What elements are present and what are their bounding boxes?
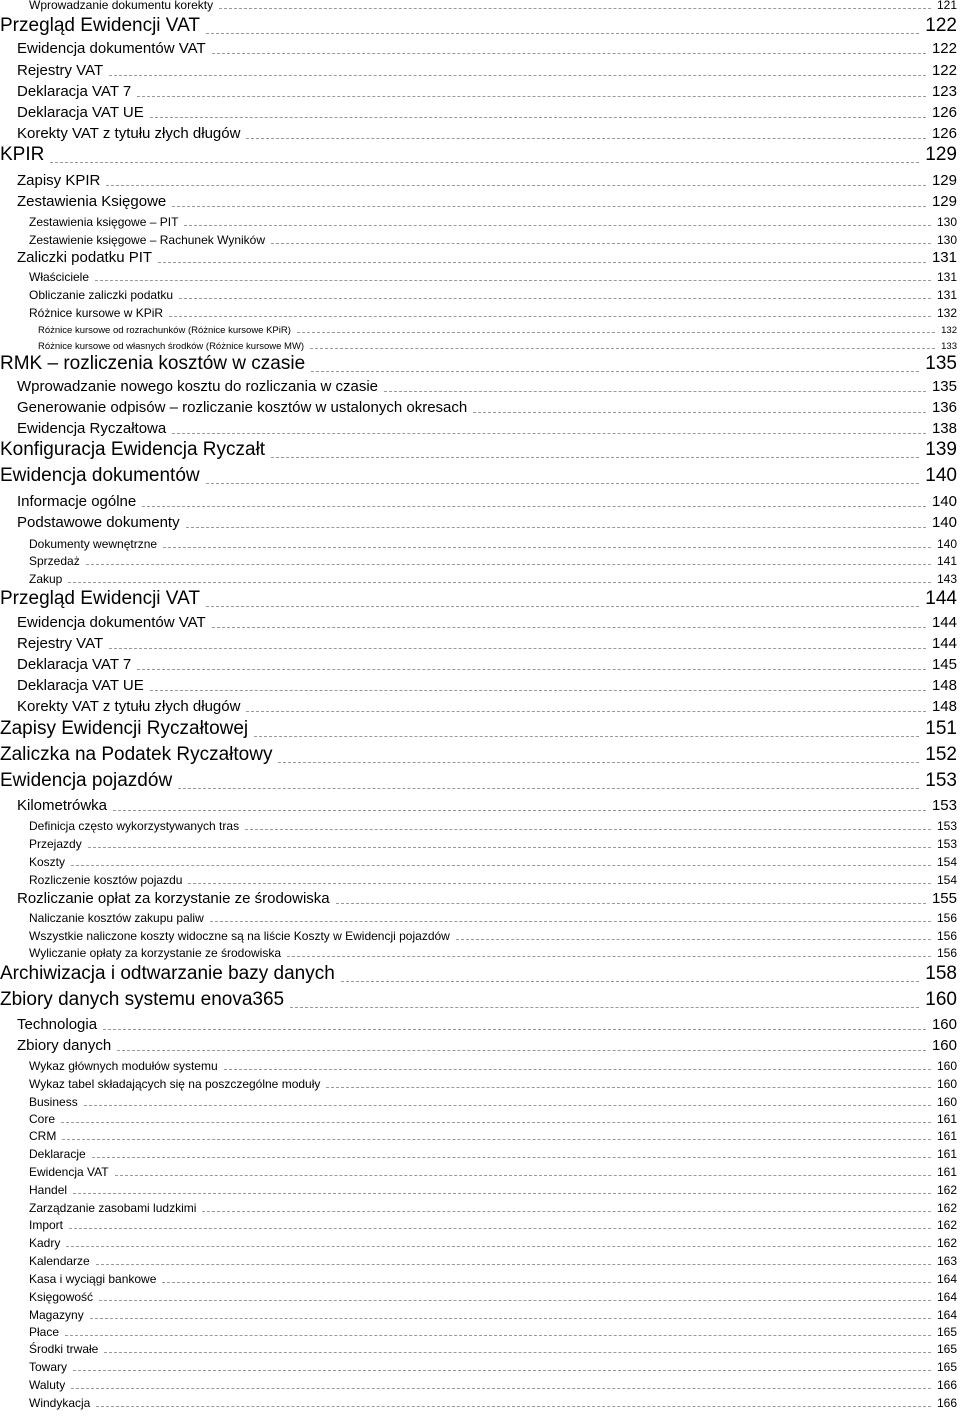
- toc-entry[interactable]: [0, 14, 957, 38]
- toc-entry-title: Różnice kursowe od własnych środków (Różnice kursowe MW): [38, 341, 305, 352]
- toc-entry-page-number: 145: [931, 656, 957, 673]
- toc-entry-page-number: 160: [925, 989, 957, 1010]
- toc-entry[interactable]: [0, 571, 957, 587]
- toc-entry-title: Ewidencja VAT: [29, 1165, 109, 1179]
- toc-entry-page-number: 164: [936, 1308, 957, 1322]
- toc-entry[interactable]: [0, 854, 957, 870]
- toc-entry-title: Korekty VAT z tytułu złych długów: [17, 698, 241, 715]
- toc-entry-title: Rozliczenie kosztów pojazdu: [29, 873, 183, 887]
- toc-entry-page-number: 154: [936, 855, 957, 869]
- toc-entry-page-number: 140: [925, 465, 957, 486]
- toc-entry-page-number: 164: [936, 1272, 957, 1286]
- dotted-leader: [150, 116, 926, 118]
- toc-entry[interactable]: [0, 1164, 957, 1180]
- dotted-leader: [95, 279, 931, 281]
- toc-entry-title: Właściciele: [29, 270, 90, 284]
- toc-entry[interactable]: [0, 192, 957, 211]
- dotted-leader: [246, 137, 926, 139]
- toc-entry[interactable]: [0, 419, 957, 438]
- toc-entry-page-number: 156: [936, 946, 957, 960]
- dotted-leader: [336, 902, 926, 904]
- toc-entry[interactable]: [0, 655, 957, 674]
- dotted-leader: [384, 390, 926, 392]
- toc-entry-page-number: 158: [925, 963, 957, 984]
- toc-entry-title: Ewidencja dokumentów VAT: [17, 40, 206, 57]
- toc-entry[interactable]: [0, 1182, 957, 1198]
- toc-entry-page-number: 164: [936, 1290, 957, 1304]
- dotted-leader: [210, 920, 931, 922]
- toc-entry-title: Zapisy Ewidencji Ryczałtowej: [0, 718, 249, 739]
- toc-entry-title: Zbiory danych systemu enova365: [0, 989, 285, 1010]
- toc-entry[interactable]: [0, 82, 957, 101]
- dotted-leader: [310, 347, 935, 349]
- toc-entry-title: CRM: [29, 1129, 57, 1143]
- toc-entry[interactable]: [0, 1235, 957, 1251]
- toc-entry-page-number: 166: [936, 1396, 957, 1410]
- toc-entry[interactable]: [0, 910, 957, 926]
- toc-entry-page-number: 148: [931, 677, 957, 694]
- dotted-leader: [103, 1028, 926, 1030]
- dotted-leader: [178, 787, 919, 789]
- dotted-leader: [88, 846, 931, 848]
- toc-entry[interactable]: [0, 587, 957, 611]
- toc-entry-title: Deklaracja VAT 7: [17, 656, 132, 673]
- toc-entry-page-number: 148: [931, 698, 957, 715]
- dotted-leader: [224, 1068, 931, 1070]
- toc-entry-title: Konfiguracja Ewidencja Ryczałt: [0, 439, 266, 460]
- dotted-leader: [456, 938, 931, 940]
- dotted-leader: [66, 1245, 931, 1247]
- toc-entry-page-number: 140: [931, 493, 957, 510]
- toc-entry[interactable]: [0, 248, 957, 267]
- toc-entry-page-number: 132: [936, 306, 957, 320]
- toc-entry[interactable]: [0, 836, 957, 852]
- dotted-leader: [106, 184, 926, 186]
- toc-entry-title: Wszystkie naliczone koszty widoczne są na liście Koszty w Ewidencji pojazdów: [29, 929, 450, 943]
- toc-entry-title: Podstawowe dokumenty: [17, 514, 180, 531]
- dotted-leader: [271, 242, 931, 244]
- toc-entry[interactable]: [0, 1307, 957, 1323]
- toc-entry-title: Przegląd Ewidencji VAT: [0, 588, 200, 609]
- dotted-leader: [96, 1263, 931, 1265]
- toc-entry-page-number: 166: [936, 1378, 957, 1392]
- toc-entry-page-number: 131: [936, 270, 957, 284]
- dotted-leader: [271, 456, 919, 458]
- dotted-leader: [115, 1174, 931, 1176]
- toc-entry-title: Wyliczanie opłaty za korzystanie ze środowiska: [29, 946, 281, 960]
- toc-entry-title: Zaliczka na Podatek Ryczałtowy: [0, 744, 273, 765]
- toc-entry-page-number: 136: [931, 399, 957, 416]
- toc-entry[interactable]: [0, 1076, 957, 1092]
- toc-entry-title: Definicja często wykorzystywanych tras: [29, 819, 240, 833]
- toc-entry-title: Kadry: [29, 1236, 61, 1250]
- toc-entry-page-number: 140: [931, 514, 957, 531]
- toc-entry-page-number: 160: [936, 1095, 957, 1109]
- toc-entry-page-number: 133: [941, 341, 957, 352]
- dotted-leader: [68, 581, 931, 583]
- toc-entry[interactable]: [0, 1036, 957, 1055]
- toc-entry-page-number: 144: [925, 588, 957, 609]
- toc-entry-title: Różnice kursowe od rozrachunków (Różnice kursowe KPiR): [38, 325, 291, 336]
- toc-entry[interactable]: [0, 438, 957, 462]
- toc-entry[interactable]: [0, 1359, 957, 1375]
- toc-entry[interactable]: [0, 536, 957, 552]
- toc-entry[interactable]: [0, 398, 957, 417]
- toc-entry[interactable]: [0, 818, 957, 834]
- dotted-leader: [326, 1086, 931, 1088]
- toc-entry-page-number: 161: [936, 1129, 957, 1143]
- toc-entry-title: Kilometrówka: [17, 797, 108, 814]
- toc-entry-title: Rejestry VAT: [17, 635, 104, 652]
- toc-entry-page-number: 132: [941, 325, 957, 336]
- toc-entry-page-number: 153: [931, 797, 957, 814]
- dotted-leader: [311, 370, 919, 372]
- toc-entry-page-number: 121: [936, 0, 957, 12]
- toc-entry[interactable]: [0, 1217, 957, 1233]
- dotted-leader: [142, 505, 926, 507]
- toc-entry[interactable]: [0, 124, 957, 143]
- toc-entry[interactable]: [0, 214, 957, 230]
- toc-entry-page-number: 141: [936, 554, 957, 568]
- toc-entry[interactable]: [0, 988, 957, 1012]
- toc-entry-page-number: 122: [925, 15, 957, 36]
- toc-entry-title: Core: [29, 1112, 56, 1126]
- toc-entry-page-number: 129: [925, 144, 957, 165]
- dotted-leader: [69, 1227, 931, 1229]
- dotted-leader: [172, 432, 926, 434]
- toc-entry[interactable]: [0, 553, 957, 569]
- toc-entry[interactable]: [0, 717, 957, 741]
- toc-entry-page-number: 144: [931, 635, 957, 652]
- toc-entry-page-number: 162: [936, 1236, 957, 1250]
- toc-entry-page-number: 165: [936, 1342, 957, 1356]
- toc-entry-page-number: 162: [936, 1218, 957, 1232]
- dotted-leader: [109, 74, 926, 76]
- toc-entry-page-number: 153: [936, 819, 957, 833]
- toc-entry-page-number: 135: [925, 353, 957, 374]
- toc-entry-title: Zaliczki podatku PIT: [17, 249, 153, 266]
- toc-entry-page-number: 130: [936, 233, 957, 247]
- toc-entry[interactable]: [0, 676, 957, 695]
- toc-entry-page-number: 140: [936, 537, 957, 551]
- dotted-leader: [61, 1121, 931, 1123]
- toc-entry[interactable]: [0, 377, 957, 396]
- toc-entry-page-number: 161: [936, 1165, 957, 1179]
- dotted-leader: [278, 761, 919, 763]
- dotted-leader: [206, 482, 920, 484]
- toc-entry[interactable]: [0, 613, 957, 632]
- toc-entry-page-number: 144: [931, 614, 957, 631]
- toc-entry-page-number: 151: [925, 718, 957, 739]
- toc-entry-page-number: 138: [931, 420, 957, 437]
- toc-entry[interactable]: [0, 889, 957, 908]
- toc-entry-page-number: 122: [931, 40, 957, 57]
- toc-entry-title: Archiwizacja i odtwarzanie bazy danych: [0, 963, 335, 984]
- toc-entry-title: Kasa i wyciągi bankowe: [29, 1272, 157, 1286]
- toc-entry-title: Naliczanie kosztów zakupu paliw: [29, 911, 204, 925]
- toc-entry-title: Ewidencja dokumentów: [0, 465, 200, 486]
- toc-entry-page-number: 165: [936, 1325, 957, 1339]
- toc-entry[interactable]: [0, 232, 957, 248]
- toc-entry-page-number: 153: [936, 837, 957, 851]
- toc-entry[interactable]: [0, 513, 957, 532]
- dotted-leader: [84, 1104, 931, 1106]
- toc-entry-title: Towary: [29, 1360, 68, 1374]
- toc-entry-title: Zestawienia księgowe – PIT: [29, 215, 179, 229]
- toc-entry-title: Deklaracje: [29, 1147, 86, 1161]
- toc-entry-title: Wprowadzanie nowego kosztu do rozliczania w czasie: [17, 378, 379, 395]
- toc-entry-title: Koszty: [29, 855, 66, 869]
- toc-entry[interactable]: [0, 171, 957, 190]
- dotted-leader: [73, 1192, 931, 1194]
- dotted-leader: [245, 828, 931, 830]
- toc-entry-title: Magazyny: [29, 1308, 84, 1322]
- dotted-leader: [219, 7, 931, 9]
- toc-entry[interactable]: [0, 1111, 957, 1127]
- toc-entry-page-number: 162: [936, 1183, 957, 1197]
- toc-entry-page-number: 160: [931, 1016, 957, 1033]
- toc-entry-title: Deklaracja VAT UE: [17, 677, 144, 694]
- dotted-leader: [113, 809, 926, 811]
- dotted-leader: [162, 1281, 931, 1283]
- dotted-leader: [206, 32, 919, 34]
- toc-entry-page-number: 161: [936, 1112, 957, 1126]
- toc-entry[interactable]: [0, 743, 957, 767]
- toc-entry-title: Przegląd Ewidencji VAT: [0, 15, 200, 36]
- toc-entry-title: Wprowadzanie dokumentu korekty: [29, 0, 214, 12]
- toc-entry[interactable]: [0, 103, 957, 122]
- dotted-leader: [246, 710, 926, 712]
- toc-entry-title: Środki trwałe: [29, 1342, 99, 1356]
- toc-entry-title: Zapisy KPIR: [17, 172, 101, 189]
- toc-entry[interactable]: [0, 287, 957, 303]
- toc-entry[interactable]: [0, 1324, 957, 1340]
- dotted-leader: [287, 955, 931, 957]
- dotted-leader: [169, 315, 931, 317]
- toc-entry-title: Obliczanie zaliczki podatku: [29, 288, 174, 302]
- toc-entry-page-number: 131: [931, 249, 957, 266]
- toc-entry-title: Sprzedaż: [29, 554, 80, 568]
- toc-entry-title: Zarządzanie zasobami ludzkimi: [29, 1201, 197, 1215]
- toc-entry[interactable]: [0, 269, 957, 285]
- toc-entry-title: Rejestry VAT: [17, 62, 104, 79]
- toc-entry-title: Rozliczanie opłat za korzystanie ze środowiska: [17, 890, 330, 907]
- toc-entry-title: Dokumenty wewnętrzne: [29, 537, 158, 551]
- dotted-leader: [92, 1156, 931, 1158]
- toc-entry-title: Kalendarze: [29, 1254, 90, 1268]
- dotted-leader: [212, 52, 926, 54]
- dotted-leader: [104, 1351, 931, 1353]
- toc-entry-title: Ewidencja dokumentów VAT: [17, 614, 206, 631]
- dotted-leader: [62, 1138, 931, 1140]
- toc-entry-page-number: 160: [931, 1037, 957, 1054]
- dotted-leader: [163, 546, 931, 548]
- toc-entry[interactable]: [0, 352, 957, 376]
- dotted-leader: [137, 668, 926, 670]
- toc-entry[interactable]: [0, 769, 957, 793]
- toc-entry[interactable]: [0, 143, 957, 167]
- toc-entry-title: Płace: [29, 1325, 60, 1339]
- dotted-leader: [150, 689, 926, 691]
- toc-entry-title: Ewidencja Ryczałtowa: [17, 420, 167, 437]
- toc-entry-page-number: 155: [931, 890, 957, 907]
- toc-entry[interactable]: [0, 1289, 957, 1305]
- dotted-leader: [179, 297, 931, 299]
- toc-entry[interactable]: [0, 1146, 957, 1162]
- toc-entry-page-number: 129: [931, 193, 957, 210]
- dotted-leader: [341, 980, 920, 982]
- toc-entry[interactable]: [0, 305, 957, 321]
- toc-entry[interactable]: [0, 1377, 957, 1393]
- toc-entry-page-number: 163: [936, 1254, 957, 1268]
- toc-entry[interactable]: [0, 872, 957, 888]
- toc-entry-title: Zbiory danych: [17, 1037, 112, 1054]
- toc-entry[interactable]: [0, 945, 957, 961]
- toc-entry[interactable]: [0, 1395, 957, 1411]
- toc-entry-title: Generowanie odpisów – rozliczanie kosztów w ustalonych okresach: [17, 399, 468, 416]
- toc-entry-page-number: 152: [925, 744, 957, 765]
- toc-entry[interactable]: [0, 1200, 957, 1216]
- toc-entry-page-number: 131: [936, 288, 957, 302]
- toc-entry-title: Import: [29, 1218, 64, 1232]
- toc-entry-page-number: 122: [931, 62, 957, 79]
- toc-entry-title: Różnice kursowe w KPiR: [29, 306, 164, 320]
- dotted-leader: [158, 261, 926, 263]
- dotted-leader: [473, 411, 926, 413]
- toc-entry[interactable]: [0, 634, 957, 653]
- dotted-leader: [254, 735, 919, 737]
- toc-entry-title: Handel: [29, 1183, 68, 1197]
- dotted-leader: [172, 205, 926, 207]
- toc-entry[interactable]: [0, 492, 957, 511]
- dotted-leader: [73, 1369, 931, 1371]
- toc-entry[interactable]: [0, 1058, 957, 1074]
- toc-entry-page-number: 156: [936, 911, 957, 925]
- toc-entry-page-number: 129: [931, 172, 957, 189]
- dotted-leader: [137, 95, 926, 97]
- dotted-leader: [186, 526, 926, 528]
- toc-entry-page-number: 162: [936, 1201, 957, 1215]
- toc-entry-title: Deklaracja VAT 7: [17, 83, 132, 100]
- dotted-leader: [71, 864, 931, 866]
- toc-entry-page-number: 130: [936, 215, 957, 229]
- toc-entry[interactable]: [0, 1094, 957, 1110]
- toc-entry-title: KPIR: [0, 144, 45, 165]
- toc-entry[interactable]: [0, 1015, 957, 1034]
- dotted-leader: [117, 1049, 926, 1051]
- toc-entry[interactable]: [0, 928, 957, 944]
- dotted-leader: [99, 1299, 931, 1301]
- toc-entry-page-number: 153: [925, 770, 957, 791]
- toc-entry-title: RMK – rozliczenia kosztów w czasie: [0, 353, 306, 374]
- toc-entry[interactable]: [0, 324, 957, 337]
- toc-entry-title: Księgowość: [29, 1290, 94, 1304]
- toc-entry-title: Zakup: [29, 572, 63, 586]
- toc-entry-title: Informacje ogólne: [17, 493, 137, 510]
- dotted-leader: [96, 1405, 931, 1407]
- toc-entry-title: Wykaz głównych modułów systemu: [29, 1059, 218, 1073]
- toc-entry-page-number: 161: [936, 1147, 957, 1161]
- dotted-leader: [290, 1006, 919, 1008]
- toc-entry-page-number: 126: [931, 104, 957, 121]
- dotted-leader: [184, 224, 931, 226]
- toc-entry[interactable]: [0, 962, 957, 986]
- toc-entry[interactable]: [0, 0, 957, 13]
- dotted-leader: [90, 1317, 931, 1319]
- toc-entry-title: Deklaracja VAT UE: [17, 104, 144, 121]
- toc-entry-page-number: 154: [936, 873, 957, 887]
- dotted-leader: [297, 331, 935, 333]
- toc-entry-page-number: 123: [931, 83, 957, 100]
- toc-entry-title: Zestawienie księgowe – Rachunek Wyników: [29, 233, 266, 247]
- toc-entry[interactable]: [0, 1253, 957, 1269]
- dotted-leader: [50, 161, 919, 163]
- dotted-leader: [202, 1210, 931, 1212]
- toc-entry-page-number: 165: [936, 1360, 957, 1374]
- toc-entry-title: Windykacja: [29, 1396, 91, 1410]
- toc-entry-title: Business: [29, 1095, 78, 1109]
- toc-entry[interactable]: [0, 39, 957, 58]
- toc-entry-title: Ewidencja pojazdów: [0, 770, 173, 791]
- toc-entry-title: Wykaz tabel składających się na poszczególne moduły: [29, 1077, 321, 1091]
- dotted-leader: [65, 1334, 931, 1336]
- toc-entry[interactable]: [0, 464, 957, 488]
- dotted-leader: [212, 626, 926, 628]
- toc-entry-page-number: 135: [931, 378, 957, 395]
- toc-entry[interactable]: [0, 1341, 957, 1357]
- toc-entry-title: Technologia: [17, 1016, 98, 1033]
- dotted-leader: [109, 647, 926, 649]
- toc-entry-title: Przejazdy: [29, 837, 82, 851]
- toc-entry[interactable]: [0, 1271, 957, 1287]
- toc-entry[interactable]: [0, 697, 957, 716]
- toc-entry-page-number: 139: [925, 439, 957, 460]
- toc-entry-title: Waluty: [29, 1378, 66, 1392]
- toc-entry-page-number: 126: [931, 125, 957, 142]
- dotted-leader: [206, 605, 919, 607]
- toc-entry[interactable]: [0, 1128, 957, 1144]
- toc-entry[interactable]: [0, 61, 957, 80]
- toc-entry-page-number: 160: [936, 1059, 957, 1073]
- toc-entry-title: Korekty VAT z tytułu złych długów: [17, 125, 241, 142]
- toc-entry-title: Zestawienia Księgowe: [17, 193, 167, 210]
- dotted-leader: [188, 882, 931, 884]
- toc-entry-page-number: 160: [936, 1077, 957, 1091]
- dotted-leader: [71, 1387, 931, 1389]
- toc-entry[interactable]: [0, 796, 957, 815]
- dotted-leader: [86, 563, 931, 565]
- toc-entry-page-number: 156: [936, 929, 957, 943]
- toc-entry-page-number: 143: [936, 572, 957, 586]
